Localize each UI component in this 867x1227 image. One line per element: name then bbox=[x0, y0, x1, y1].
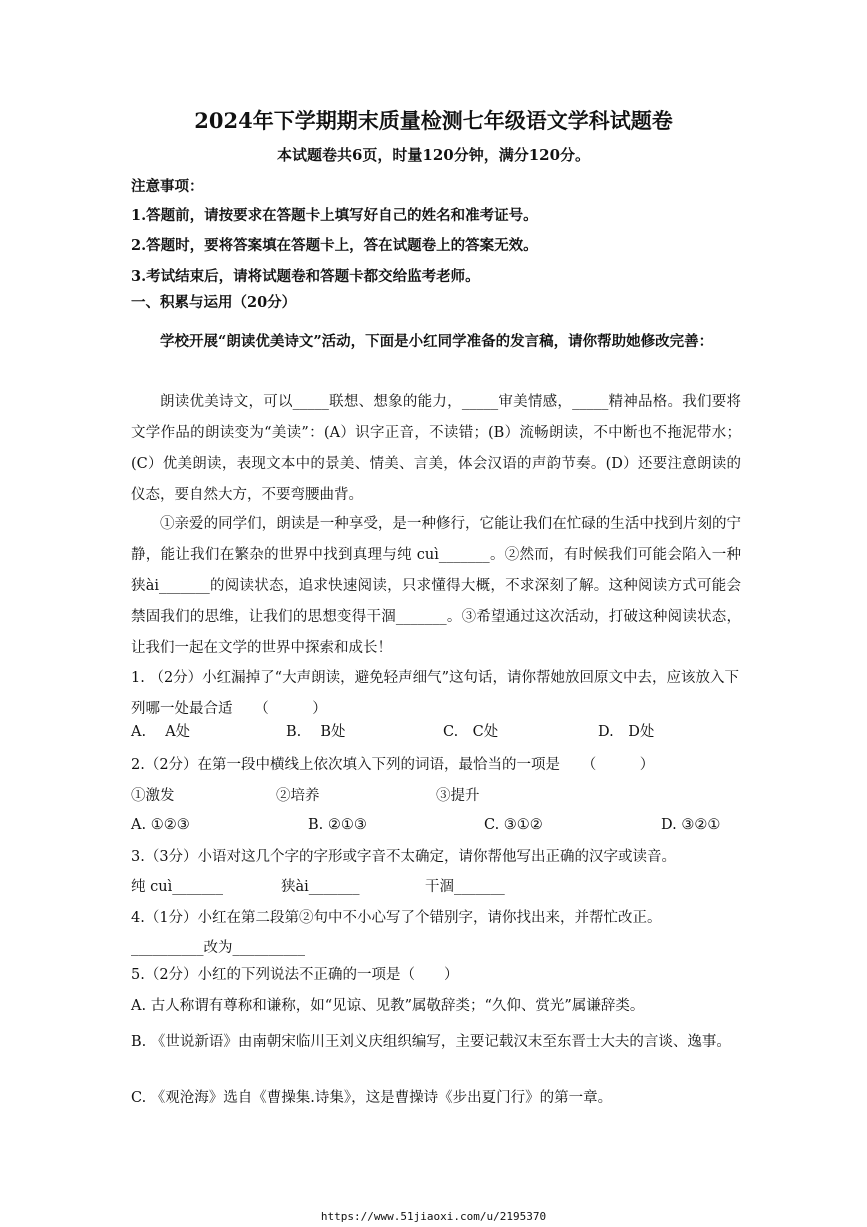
question-2-option-a: A. ①②③ bbox=[131, 817, 190, 833]
section-intro: 学校开展“朗读优美诗文”活动，下面是小红同学准备的发言稿，请你帮助她修改完善： bbox=[160, 333, 714, 350]
notice-item-3: 3.考试结束后，请将试题卷和答题卡都交给监考老师。 bbox=[131, 268, 480, 285]
question-5-option-c: C. 《观沧海》选自《曹操集.诗集》，这是曹操诗《步出夏门行》的第一章。 bbox=[131, 1090, 613, 1106]
page-title: 2024年下学期期末质量检测七年级语文学科试题卷 bbox=[194, 108, 673, 133]
blank-cui: 纯 cuì_______ bbox=[131, 879, 223, 895]
question-2-stem: 2.（2分）在第一段中横线上依次填入下列的词语，最恰当的一项是 （ ） bbox=[131, 757, 655, 773]
notice-item-2: 2.答题时，要将答案填在答题卡上，答在试题卷上的答案无效。 bbox=[131, 237, 538, 254]
word-1: ①激发 bbox=[131, 788, 175, 804]
question-2-options bbox=[131, 815, 741, 835]
question-5-option-b: B. 《世说新语》由南朝宋临川王刘义庆组织编写，主要记载汉末至东晋士大夫的言谈、逸事。 bbox=[131, 1034, 731, 1050]
question-5-stem: 5.（2分）小红的下列说法不正确的一项是（ ） bbox=[131, 967, 459, 983]
question-4-answer: __________改为__________ bbox=[131, 940, 305, 956]
question-2-option-d: D. ③②① bbox=[661, 817, 721, 833]
blank-he: 干涸_______ bbox=[425, 879, 505, 895]
word-2: ②培养 bbox=[276, 788, 320, 804]
question-1-option-d: D. D处 bbox=[598, 724, 655, 740]
passage-paragraph-1: 朗读优美诗文，可以_____联想、想象的能力，_____审美情感，_____精神品格。我们要将文学作品的朗读变为“美读”：(A）识字正音，不读错；(B）流畅朗读，不中断也不拖泥带水；(C）优美朗读，表现文本中的景美、情美、言美，体会汉语的声韵节奏。(D）还要注意朗读的仪态，要自然大方，不要弯腰曲背。 bbox=[131, 394, 741, 503]
question-2-option-c: C. ③①② bbox=[484, 817, 543, 833]
question-3-blanks bbox=[131, 877, 741, 897]
page-subtitle: 本试题卷共6页，时量120分钟，满分120分。 bbox=[276, 146, 591, 164]
question-1-options bbox=[131, 722, 741, 742]
word-3: ③提升 bbox=[436, 788, 480, 804]
notice-heading: 注意事项： bbox=[131, 178, 204, 195]
footer-url: https://www.51jiaoxi.com/u/2195370 bbox=[320, 1210, 547, 1223]
question-2-option-b: B. ②①③ bbox=[308, 817, 367, 833]
question-5-option-a: A. 古人称谓有尊称和谦称，如“见谅、见教”属敬辞类；“久仰、赏光”属谦辞类。 bbox=[131, 998, 645, 1014]
blank-ai: 狭ài_______ bbox=[281, 879, 360, 895]
question-1-option-b: B. B处 bbox=[286, 724, 346, 740]
question-3-stem: 3.（3分）小语对这几个字的字形或字音不太确定，请你帮他写出正确的汉字或读音。 bbox=[131, 849, 677, 865]
question-1-option-a: A. A处 bbox=[131, 724, 191, 740]
section-heading: 一、积累与运用（20分） bbox=[131, 294, 297, 311]
question-4-stem: 4.（1分）小红在第二段第②句中不小心写了个错别字，请你找出来，并帮忙改正。 bbox=[131, 910, 662, 926]
passage-paragraph-2: ①亲爱的同学们，朗读是一种享受，是一种修行，它能让我们在忙碌的生活中找到片刻的宁静，能让我们在繁杂的世界中找到真理与纯 cuì_______。②然而，有时候我们可能会陷入一种狭ài_______的阅读状态，追求快速阅读，只求懂得大概，不求深刻了解。这种阅读方式可能会禁固我们的思维，让我们的思想变得干涸_______。③希望通过这次活动，打破这种阅读状态，让我们一起在文学的世界中探索和成长！ bbox=[131, 516, 741, 656]
question-1-stem: 1. （2分）小红漏掉了“大声朗读，避免轻声细气”这句话，请你帮她放回原文中去，应该放入下列哪一处最合适 （ ） bbox=[131, 670, 739, 717]
question-1-option-c: C. C处 bbox=[443, 724, 499, 740]
notice-item-1: 1.答题前，请按要求在答题卡上填写好自己的姓名和准考证号。 bbox=[131, 207, 538, 224]
question-2-words bbox=[131, 786, 741, 806]
